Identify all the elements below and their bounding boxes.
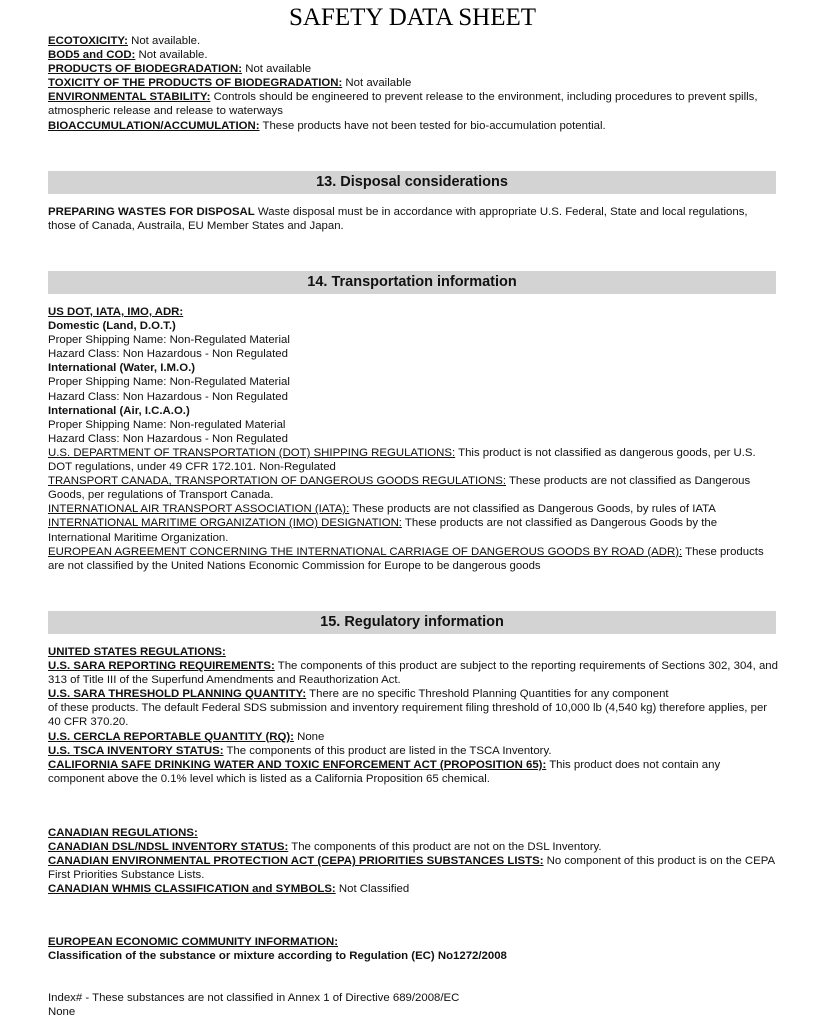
air-hazard-class: Hazard Class: Non Hazardous - Non Regulated bbox=[48, 432, 288, 445]
imo-row bbox=[48, 516, 778, 544]
water-hazard-class: Hazard Class: Non Hazardous - Non Regulated bbox=[48, 390, 288, 403]
products-biodegradation-label: PRODUCTS OF BIODEGRADATION: bbox=[48, 63, 243, 76]
eu-information-block bbox=[48, 935, 778, 963]
cepa-value: No component of this product is on the CEPA First Priorities Substance Lists. bbox=[48, 855, 775, 882]
imo-value: These products are not classified as Dangerous Goods by the International Maritime Organization. bbox=[48, 517, 718, 544]
cercla-value: None bbox=[293, 730, 325, 743]
domestic-heading: Domestic (Land, D.O.T.) bbox=[48, 320, 176, 333]
bioaccumulation-row bbox=[48, 119, 778, 133]
index-note: Index# - These substances are not classified in Annex 1 of Directive 689/2008/EC bbox=[48, 992, 460, 1004]
sara-threshold-label: U.S. SARA THRESHOLD PLANNING QUANTITY: bbox=[48, 688, 307, 701]
canadian-regulations-block bbox=[48, 826, 778, 896]
adr-label: EUROPEAN AGREEMENT CONCERNING THE INTERNATIONAL CARRIAGE OF DANGEROUS GOODS BY ROAD (ADR): bbox=[48, 545, 683, 558]
sara-threshold-continuation: of these products. The default Federal SDS submission and inventory requirement filing threshold of 10,000 lb (4,540 kg) therefore applies, per 40 CFR 370.20. bbox=[48, 702, 768, 729]
cepa-label: CANADIAN ENVIRONMENTAL PROTECTION ACT (CEPA) PRIORITIES SUBSTANCES LISTS: bbox=[48, 855, 544, 868]
ecological-information-block bbox=[48, 34, 778, 133]
iata-row bbox=[48, 502, 778, 516]
prop65-row bbox=[48, 758, 778, 786]
adr-value: These products are not classified by the United Nations Economic Commission for Europe to be dangerous goods bbox=[48, 545, 764, 572]
sara-threshold-value: There are no specific Threshold Planning Quantities for any component bbox=[306, 688, 669, 701]
toxicity-biodegradation-label: TOXICITY OF THE PRODUCTS OF BIODEGRADATION: bbox=[48, 77, 343, 90]
tdg-regulations-row bbox=[48, 474, 778, 502]
air-heading: International (Air, I.C.A.O.) bbox=[48, 404, 190, 417]
environmental-stability-label: ENVIRONMENTAL STABILITY: bbox=[48, 91, 211, 104]
section-13-header: 13. Disposal considerations bbox=[48, 171, 776, 194]
domestic-shipping-name: Proper Shipping Name: Non-Regulated Material bbox=[48, 334, 290, 347]
sara-threshold-row bbox=[48, 687, 778, 701]
disposal-block bbox=[48, 205, 778, 233]
cercla-row bbox=[48, 730, 778, 744]
dot-regulations-label: U.S. DEPARTMENT OF TRANSPORTATION (DOT) SHIPPING REGULATIONS: bbox=[48, 446, 456, 459]
adr-row bbox=[48, 545, 778, 573]
dsl-row bbox=[48, 840, 778, 854]
iata-label: INTERNATIONAL AIR TRANSPORT ASSOCIATION (IATA): bbox=[48, 503, 350, 516]
document-title: SAFETY DATA SHEET bbox=[288, 4, 537, 31]
whmis-label: CANADIAN WHMIS CLASSIFICATION and SYMBOLS: bbox=[48, 883, 336, 896]
dsl-value: The components of this product are not on the DSL Inventory. bbox=[288, 841, 602, 854]
bod5-row bbox=[48, 48, 778, 62]
prop65-value: This product does not contain any component above the 0.1% level which is listed as a California Proposition 65 chemical. bbox=[48, 758, 721, 785]
bioaccumulation-label: BIOACCUMULATION/ACCUMULATION: bbox=[48, 119, 260, 132]
index-block bbox=[48, 991, 778, 1019]
dsl-label: CANADIAN DSL/NDSL INVENTORY STATUS: bbox=[48, 841, 289, 854]
ecotoxicity-label: ECOTOXICITY: bbox=[48, 35, 128, 47]
sara-reporting-value: The components of this product are subject to the reporting requirements of Sections 302, 304, and 313 of Title III of the Superfund Amendments and Reauthorization Act. bbox=[48, 660, 778, 687]
tsca-row bbox=[48, 744, 778, 758]
index-value: None bbox=[48, 1006, 76, 1019]
tsca-value: The components of this product are listed in the TSCA Inventory. bbox=[223, 744, 552, 757]
dot-regulations-value: This product is not classified as dangerous goods, per U.S. DOT regulations, under 49 CFR 172.101. Non-Regulated bbox=[48, 446, 756, 474]
environmental-stability-value: Controls should be engineered to prevent release to the environment, including procedures to prevent spills, atmospheric release and release to waterways bbox=[48, 91, 758, 118]
tdg-regulations-label: TRANSPORT CANADA, TRANSPORTATION OF DANGEROUS GOODS REGULATIONS: bbox=[48, 475, 507, 488]
cercla-label: U.S. CERCLA REPORTABLE QUANTITY (RQ): bbox=[48, 730, 294, 743]
eu-information-heading: EUROPEAN ECONOMIC COMMUNITY INFORMATION: bbox=[48, 936, 339, 948]
bod5-value: Not available. bbox=[135, 49, 208, 62]
transport-heading: US DOT, IATA, IMO, ADR: bbox=[48, 306, 184, 318]
cepa-row bbox=[48, 854, 778, 882]
bod5-label: BOD5 and COD: bbox=[48, 49, 136, 62]
iata-value: These products are not classified as Dangerous Goods, by rules of IATA bbox=[349, 503, 716, 516]
tdg-regulations-value: These products are not classified as Dangerous Goods, per regulations of Transport Canada. bbox=[48, 475, 751, 502]
us-regulations-heading: UNITED STATES REGULATIONS: bbox=[48, 646, 226, 658]
products-biodegradation-row bbox=[48, 62, 778, 76]
products-biodegradation-value: Not available bbox=[242, 63, 312, 76]
prop65-label: CALIFORNIA SAFE DRINKING WATER AND TOXIC ENFORCEMENT ACT (PROPOSITION 65): bbox=[48, 758, 547, 771]
tsca-label: U.S. TSCA INVENTORY STATUS: bbox=[48, 744, 224, 757]
preparing-wastes-label: PREPARING WASTES FOR DISPOSAL bbox=[48, 206, 255, 218]
water-shipping-name: Proper Shipping Name: Non-Regulated Material bbox=[48, 376, 290, 389]
preparing-wastes-row bbox=[48, 205, 778, 233]
preparing-wastes-value: Waste disposal must be in accordance with appropriate U.S. Federal, State and local regulations, those of Canada, Austraila, EU Member States and Japan. bbox=[48, 206, 748, 233]
eu-classification-heading: Classification of the substance or mixture according to Regulation (EC) No1272/2008 bbox=[48, 950, 507, 963]
section-15-header: 15. Regulatory information bbox=[48, 611, 776, 634]
air-shipping-name: Proper Shipping Name: Non-regulated Material bbox=[48, 418, 286, 431]
bioaccumulation-value: These products have not been tested for bio-accumulation potential. bbox=[259, 119, 606, 132]
section-14-header: 14. Transportation information bbox=[48, 271, 776, 294]
sara-reporting-label: U.S. SARA REPORTING REQUIREMENTS: bbox=[48, 660, 275, 673]
domestic-hazard-class: Hazard Class: Non Hazardous - Non Regulated bbox=[48, 348, 288, 361]
sara-reporting-row bbox=[48, 659, 778, 687]
toxicity-biodegradation-row bbox=[48, 76, 778, 90]
whmis-row bbox=[48, 882, 778, 896]
whmis-value: Not Classified bbox=[335, 883, 410, 896]
imo-label: INTERNATIONAL MARITIME ORGANIZATION (IMO) DESIGNATION: bbox=[48, 517, 402, 530]
water-heading: International (Water, I.M.O.) bbox=[48, 362, 196, 375]
toxicity-biodegradation-value: Not available bbox=[342, 77, 412, 90]
ecotoxicity-row bbox=[48, 34, 778, 48]
environmental-stability-row bbox=[48, 90, 778, 118]
ecotoxicity-value: Not available. bbox=[127, 35, 201, 47]
transportation-block bbox=[48, 305, 778, 573]
dot-regulations-row bbox=[48, 446, 778, 474]
us-regulations-block bbox=[48, 645, 778, 786]
canadian-regulations-heading: CANADIAN REGULATIONS: bbox=[48, 827, 198, 839]
